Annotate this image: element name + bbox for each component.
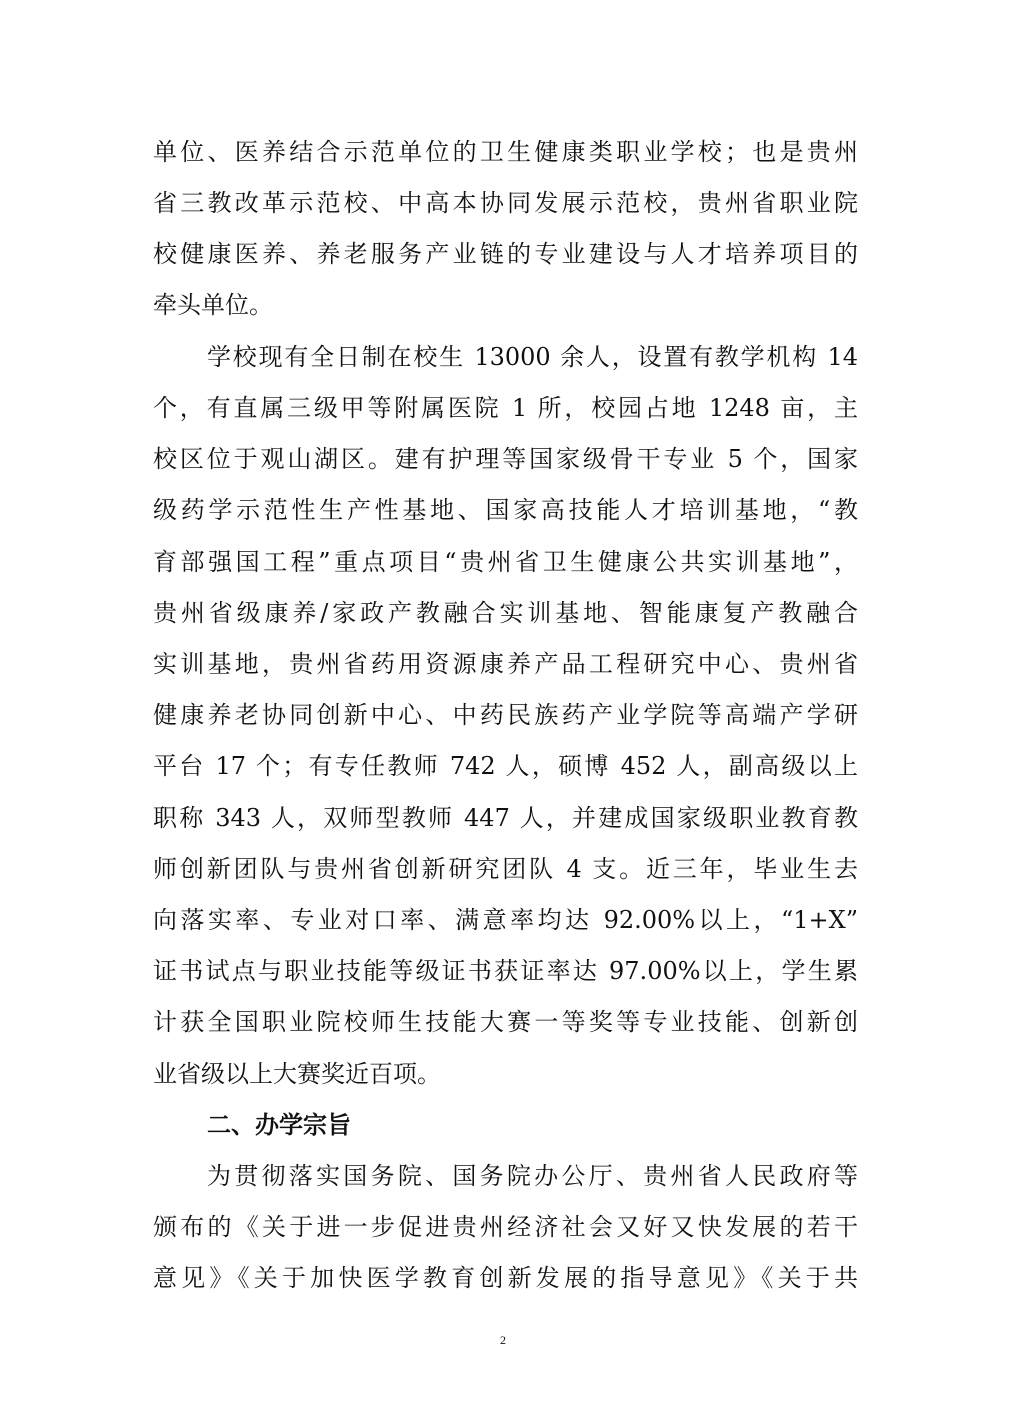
- text-line: 计获全国职业院校师生技能大赛一等奖等专业技能、创新创: [153, 1008, 858, 1036]
- text-line: 牵头单位。: [153, 291, 273, 319]
- text-line: 校健康医养、养老服务产业链的专业建设与人才培养项目的: [153, 240, 858, 268]
- text-line: 实训基地，贵州省药用资源康养产品工程研究中心、贵州省: [153, 650, 858, 678]
- text-line: 师创新团队与贵州省创新研究团队 4 支。近三年，毕业生去: [153, 855, 858, 883]
- text-line: 业省级以上大赛奖近百项。: [153, 1060, 441, 1088]
- text-line: 向落实率、专业对口率、满意率均达 92.00%以上，“1+X”: [153, 906, 858, 934]
- text-line: 校区位于观山湖区。建有护理等国家级骨干专业 5 个，国家: [153, 445, 858, 473]
- text-line: 为贯彻落实国务院、国务院办公厅、贵州省人民政府等: [207, 1162, 858, 1190]
- text-line: 学校现有全日制在校生 13000 余人，设置有教学机构 14: [207, 343, 858, 371]
- text-line: 省三教改革示范校、中高本协同发展示范校，贵州省职业院: [153, 189, 858, 217]
- section-heading: 二、办学宗旨: [207, 1111, 351, 1139]
- text-line: 颁布的《关于进一步促进贵州经济社会又好又快发展的若干: [153, 1213, 858, 1241]
- text-line: 单位、医养结合示范单位的卫生健康类职业学校；也是贵州: [153, 138, 858, 166]
- text-line: 级药学示范性生产性基地、国家高技能人才培训基地，“教: [153, 496, 858, 524]
- text-line: 职称 343 人，双师型教师 447 人，并建成国家级职业教育教: [153, 804, 858, 832]
- text-line: 育部强国工程”重点项目“贵州省卫生健康公共实训基地”，: [153, 548, 858, 576]
- text-line: 意见》《关于加快医学教育创新发展的指导意见》《关于共: [153, 1264, 858, 1292]
- text-line: 贵州省级康养/家政产教融合实训基地、智能康复产教融合: [153, 599, 858, 627]
- text-line: 健康养老协同创新中心、中药民族药产业学院等高端产学研: [153, 701, 858, 729]
- text-line: 证书试点与职业技能等级证书获证率达 97.00%以上，学生累: [153, 957, 858, 985]
- page-number: 2: [500, 1333, 506, 1347]
- text-line: 个，有直属三级甲等附属医院 1 所，校园占地 1248 亩，主: [153, 394, 858, 422]
- text-line: 平台 17 个；有专任教师 742 人，硕博 452 人，副高级以上: [153, 752, 858, 780]
